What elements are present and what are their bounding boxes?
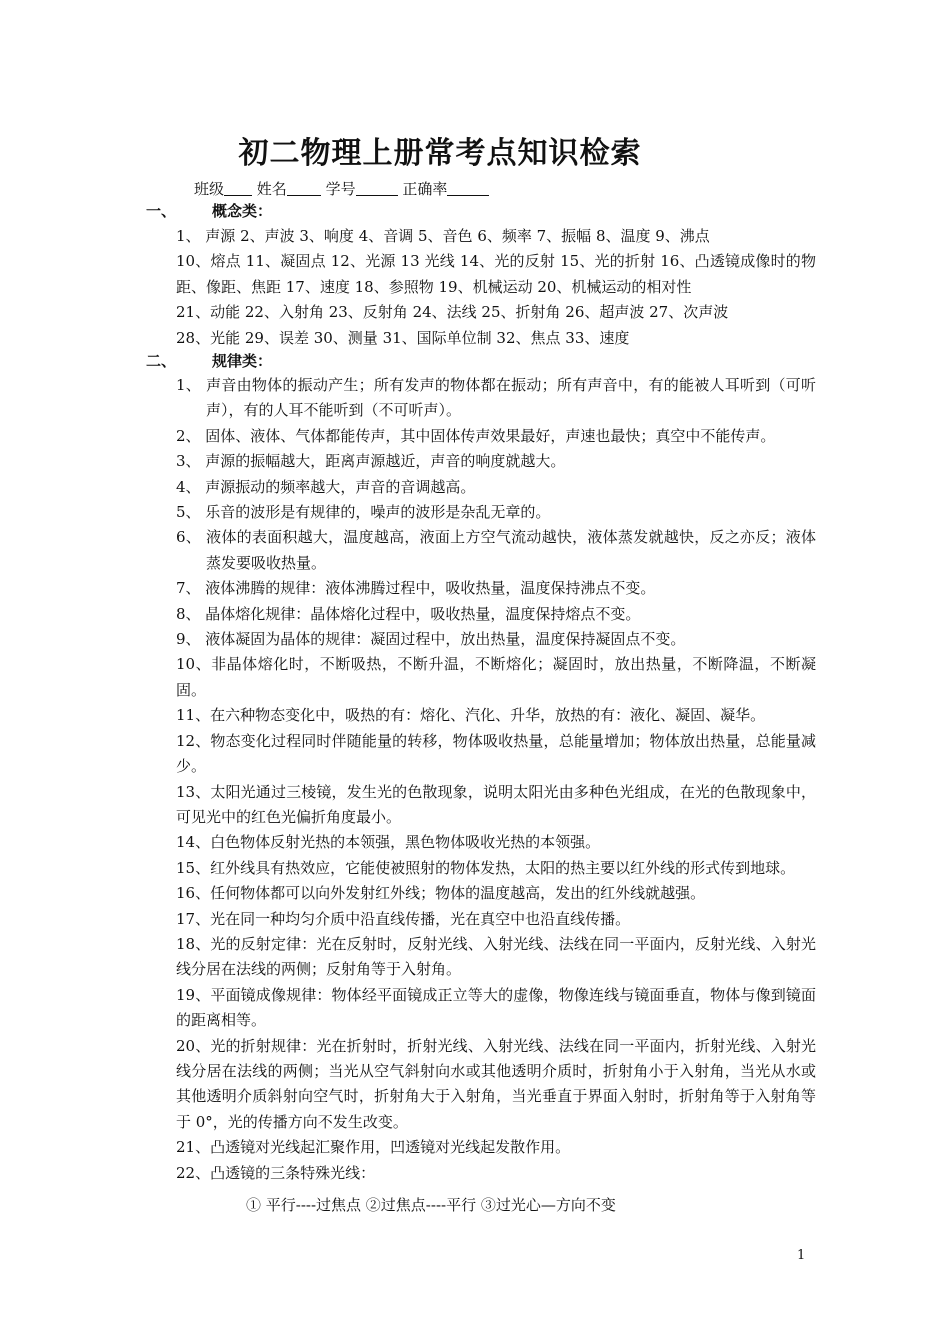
student-info-line [194, 178, 489, 199]
rule-item: 16、任何物体都可以向外发射红外线；物体的温度越高，发出的红外线就越强。 [176, 884, 706, 903]
section-heading-concepts [146, 200, 272, 221]
concept-line: 10、熔点 11、凝固点 12、光源 13 光线 14、光的反射 15、光的折射 16、凸透镜成像时的物距、像距、焦距 17、速度 18、参照物 19、机械运动 20、机械运动的相对性 [176, 252, 816, 296]
rule-item: 17、光在同一种均匀介质中沿直线传播，光在真空中也沿直线传播。 [176, 909, 631, 928]
rule-item: 5、 乐音的波形是有规律的，噪声的波形是杂乱无章的。 [176, 503, 551, 522]
concept-list [176, 224, 816, 351]
rule-item: 20、光的折射规律：光在折射时，折射光线、入射光线、法线在同一平面内，折射光线、入射光线分居在法线的两侧；当光从空气斜射向水或其他透明介质时，折射角小于入射角，当光从水或其他透明介质斜射向空气时，折射角大于入射角，当光垂直于界面入射时，折射角等于入射角等于 0°，光的传播方向不发生改变。 [176, 1036, 816, 1131]
special-rays-line: ① 平行----过焦点 ②过焦点----平行 ③过光心—方向不变 [246, 1196, 616, 1214]
rule-item: 18、光的反射定律：光在反射时，反射光线、入射光线、法线在同一平面内，反射光线、入射光线分居在法线的两侧；反射角等于入射角。 [176, 934, 816, 979]
name-label: 姓名 [256, 180, 287, 198]
rule-item: 12、物态变化过程同时伴随能量的转移，物体吸收热量，总能量增加；物体放出热量，总能量减少。 [176, 731, 816, 776]
rule-item: 1、 声音由物体的振动产生；所有发声的物体都在振动；所有声音中，有的能被人耳听到（可听声），有的人耳不能听到（不可听声）。 [176, 376, 816, 420]
rule-item: 8、 晶体熔化规律：晶体熔化过程中，吸收热量，温度保持熔点不变。 [176, 604, 641, 623]
rule-item: 21、凸透镜对光线起汇聚作用，凹透镜对光线起发散作用。 [176, 1138, 571, 1157]
name-blank [287, 181, 321, 196]
rule-item: 6、 液体的表面积越大，温度越高，液面上方空气流动越快，液体蒸发就越快，反之亦反；液体蒸发要吸收热量。 [176, 528, 816, 572]
rule-item: 14、白色物体反射光热的本领强，黑色物体吸收光热的本领强。 [176, 833, 601, 852]
section-heading-rules [146, 350, 272, 371]
rule-list [176, 373, 816, 1186]
rule-item: 4、 声源振动的频率越大，声音的音调越高。 [176, 477, 476, 496]
rule-item: 10、非晶体熔化时，不断吸热，不断升温，不断熔化；凝固时，放出热量，不断降温，不断凝固。 [176, 655, 816, 699]
page-number: 1 [797, 1248, 806, 1263]
class-blank [224, 181, 252, 196]
rule-item: 7、 液体沸腾的规律：液体沸腾过程中，吸收热量，温度保持沸点不变。 [176, 579, 656, 598]
class-label: 班级 [194, 180, 225, 198]
rule-item: 9、 液体凝固为晶体的规律：凝固过程中，放出热量，温度保持凝固点不变。 [176, 630, 686, 649]
student-id-label: 学号 [325, 180, 356, 198]
rule-item: 19、平面镜成像规律：物体经平面镜成正立等大的虚像，物像连线与镜面垂直，物体与像到镜面的距离相等。 [176, 985, 816, 1030]
concept-line: 28、光能 29、误差 30、测量 31、国际单位制 32、焦点 33、速度 [176, 328, 630, 347]
concept-line: 1、 声源 2、声波 3、响度 4、音调 5、音色 6、频率 7、振幅 8、温度 9、沸点 [176, 227, 710, 245]
document-title: 初二物理上册常考点知识检索 [238, 136, 642, 171]
section-number: 一、 [146, 202, 177, 220]
rule-item: 13、太阳光通过三棱镜，发生光的色散现象，说明太阳光由多种色光组成，在光的色散现象中，可见光中的红色光偏折角度最小。 [176, 782, 816, 826]
section-number: 二、 [146, 352, 177, 370]
concept-line: 21、动能 22、入射角 23、反射角 24、法线 25、折射角 26、超声波 27、次声波 [176, 303, 729, 322]
student-id-blank [356, 181, 398, 196]
section-title: 概念类： [212, 202, 273, 220]
accuracy-blank [447, 181, 489, 196]
rule-item: 3、 声源的振幅越大，距离声源越近，声音的响度就越大。 [176, 452, 566, 471]
section-title: 规律类： [212, 352, 273, 370]
accuracy-label: 正确率 [402, 180, 448, 198]
rule-item: 22、凸透镜的三条特殊光线： [176, 1163, 376, 1182]
rule-item: 11、在六种物态变化中，吸热的有：熔化、汽化、升华，放热的有：液化、凝固、凝华。 [176, 706, 766, 725]
rule-item: 15、红外线具有热效应，它能使被照射的物体发热，太阳的热主要以红外线的形式传到地球。 [176, 858, 796, 877]
rule-item: 2、 固体、液体、气体都能传声，其中固体传声效果最好，声速也最快；真空中不能传声。 [176, 426, 776, 445]
